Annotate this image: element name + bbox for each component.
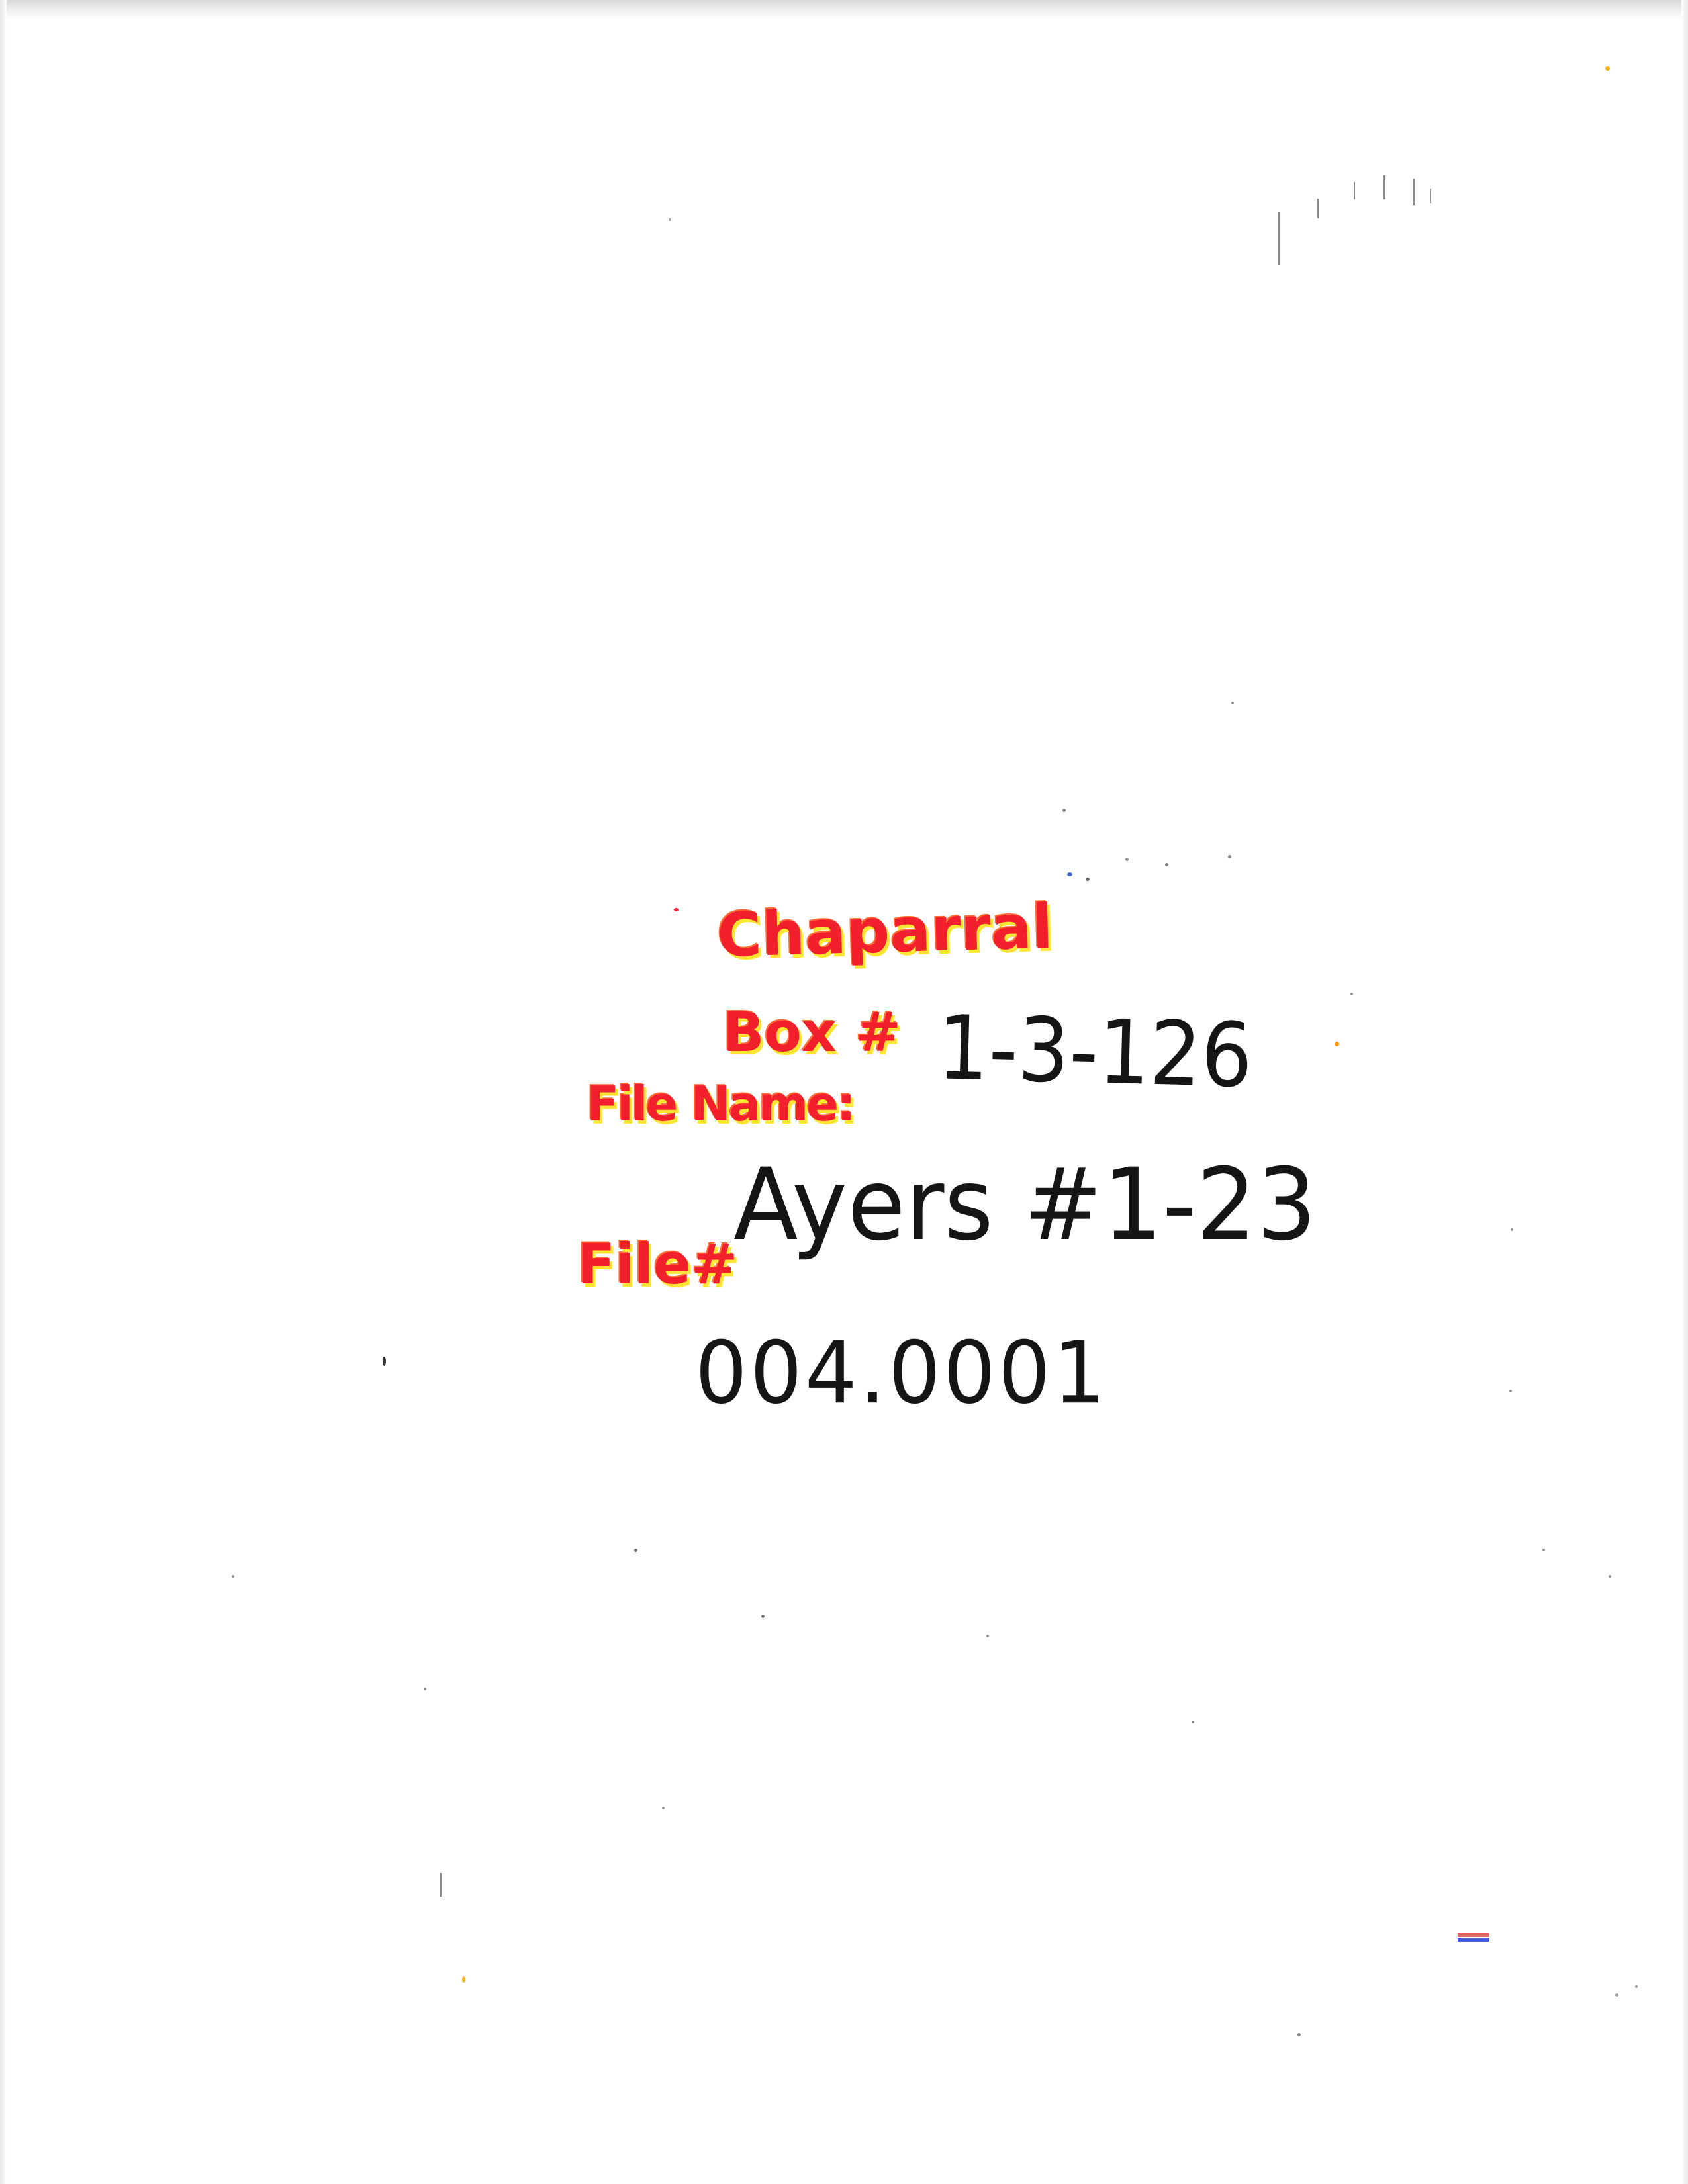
scan-artifact: [1383, 175, 1385, 199]
scan-artifact: [674, 908, 679, 911]
file-name-value: Ayers #1-23: [733, 1148, 1317, 1263]
scan-artifact: [1605, 66, 1610, 71]
box-label: Box #: [723, 1001, 901, 1064]
scan-artifact: [986, 1635, 989, 1637]
scan-artifact: [1192, 1721, 1194, 1723]
scan-artifact: [440, 1873, 442, 1897]
scan-artifact: [1350, 993, 1353, 995]
scan-artifact: [1542, 1549, 1545, 1551]
scan-artifact: [1231, 702, 1234, 704]
scan-artifact: [1354, 182, 1355, 199]
scan-artifact: [1297, 2033, 1301, 2036]
file-number-label: File#: [577, 1232, 738, 1297]
scan-artifact: [1609, 1575, 1611, 1578]
scan-artifact: [1413, 179, 1415, 205]
scan-artifact: [1165, 863, 1168, 866]
scan-artifact: [1062, 809, 1066, 812]
scan-artifact: [1086, 878, 1090, 881]
scan-artifact: [1430, 189, 1431, 203]
scan-artifact: [1509, 1390, 1512, 1392]
scan-edge-left: [0, 0, 7, 2184]
company-label: Chaparral: [716, 891, 1054, 971]
scan-artifact: [462, 1976, 465, 1983]
scan-artifact: [761, 1615, 765, 1618]
scan-artifact: [232, 1575, 234, 1578]
scan-edge-right: [1681, 0, 1688, 2184]
scan-artifact: [1317, 199, 1319, 218]
box-number-value: 1-3-126: [936, 996, 1254, 1108]
scan-artifact: [634, 1549, 637, 1552]
scan-artifact: [424, 1688, 426, 1690]
scan-artifact: [1228, 855, 1231, 858]
scan-artifact: [669, 218, 671, 221]
scan-artifact: [662, 1807, 665, 1809]
scan-artifact: [1125, 858, 1129, 861]
file-number-value: 004.0001: [695, 1323, 1108, 1424]
scan-artifact: [1635, 1985, 1638, 1988]
scan-artifact: [1511, 1228, 1513, 1231]
scan-artifact: [1615, 1993, 1618, 1997]
corner-mark: [1458, 1933, 1489, 1943]
scan-artifact: [1278, 212, 1280, 265]
scan-artifact: [383, 1357, 386, 1366]
scan-artifact: [1335, 1042, 1339, 1046]
scan-artifact: [1067, 872, 1072, 876]
file-name-label: File Name:: [586, 1076, 854, 1132]
scan-edge-top: [0, 0, 1688, 20]
